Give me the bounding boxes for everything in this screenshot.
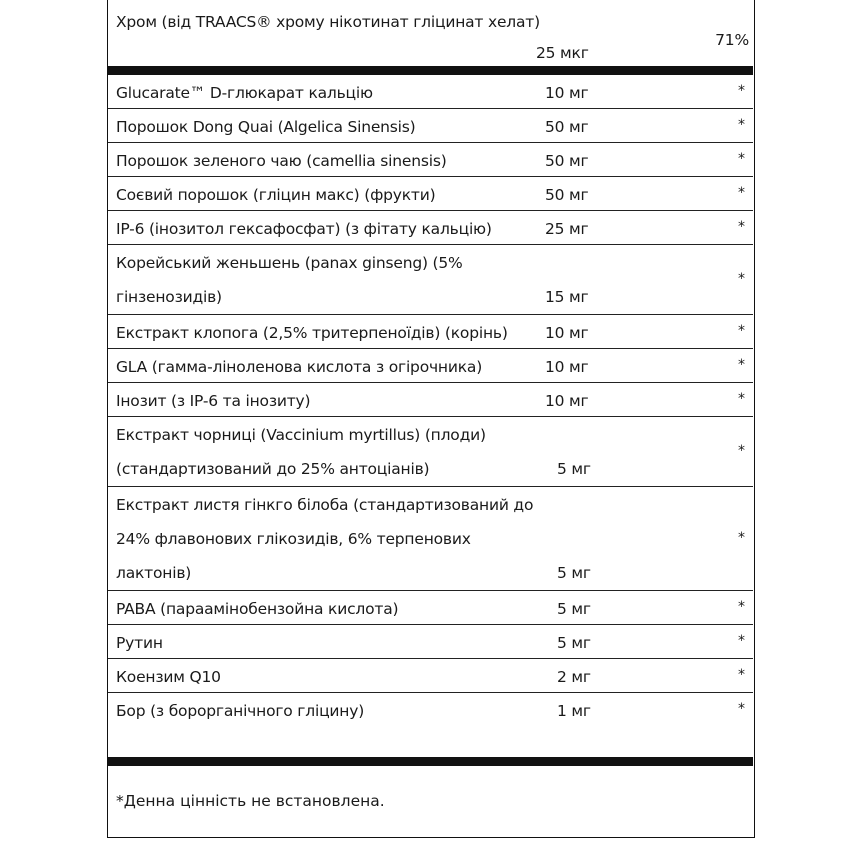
daily-value-asterisk: * [738, 151, 745, 167]
daily-value-asterisk: * [738, 357, 745, 373]
ingredient-amount: 50 мг [545, 118, 589, 136]
ingredient-row-chromium [108, 0, 753, 66]
ingredient-name-line: PABA (параамінобензойна кислота) [116, 600, 399, 618]
ingredient-amount: 15 мг [545, 288, 589, 306]
ingredient-amount: 50 мг [545, 186, 589, 204]
ingredient-amount: 5 мг [557, 460, 591, 478]
daily-value-asterisk: * [738, 219, 745, 235]
ingredient-row [108, 177, 753, 211]
ingredient-name-line: Порошок зеленого чаю (camellia sinensis) [116, 152, 447, 170]
ingredient-name-line: Екстракт листя гінкго білоба (стандартизований до [116, 496, 534, 514]
ingredient-amount: 5 мг [557, 600, 591, 618]
ingredient-amount: 5 мг [557, 634, 591, 652]
daily-value-asterisk: * [738, 323, 745, 339]
ingredient-row [108, 75, 753, 109]
ingredient-row [108, 591, 753, 625]
ingredient-row [108, 109, 753, 143]
ingredient-amount: 10 мг [545, 84, 589, 102]
footnote: *Денна цінність не встановлена. [116, 792, 385, 810]
ingredient-amount: 1 мг [557, 702, 591, 720]
ingredient-amount: 5 мг [557, 564, 591, 582]
ingredient-row [108, 693, 753, 726]
ingredient-name-line: Соєвий порошок (гліцин макс) (фрукти) [116, 186, 436, 204]
ingredient-row [108, 417, 753, 487]
ingredient-name-line: Екстракт чорниці (Vaccinium myrtillus) (плоди) [116, 426, 486, 444]
ingredient-name-line: Рутин [116, 634, 163, 652]
daily-value-asterisk: * [738, 443, 745, 459]
ingredient-amount: 25 мкг [536, 44, 589, 62]
ingredient-row [108, 143, 753, 177]
daily-value-asterisk: * [738, 391, 745, 407]
ingredient-row [108, 383, 753, 417]
daily-value-asterisk: * [738, 599, 745, 615]
ingredient-name-line: Інозит (з IP-6 та інозиту) [116, 392, 311, 410]
ingredient-row [108, 659, 753, 693]
daily-value-asterisk: * [738, 633, 745, 649]
ingredient-name-line: (стандартизований до 25% антоціанів) [116, 460, 430, 478]
daily-value-asterisk: * [738, 530, 745, 546]
ingredient-amount: 10 мг [545, 358, 589, 376]
ingredient-name-line: Glucarate™ D-глюкарат кальцію [116, 84, 373, 102]
daily-value-asterisk: * [738, 117, 745, 133]
ingredient-name-line: IP-6 (інозитол гексафосфат) (з фітату кальцію) [116, 220, 492, 238]
daily-value-asterisk: * [738, 701, 745, 717]
supplement-facts-panel [107, 0, 755, 838]
ingredient-amount: 25 мг [545, 220, 589, 238]
ingredient-row [108, 245, 753, 315]
ingredient-amount: 10 мг [545, 392, 589, 410]
ingredient-name-line: гінзенозидів) [116, 288, 222, 306]
ingredient-row [108, 487, 753, 591]
ingredient-name-line: Коензим Q10 [116, 668, 221, 686]
ingredient-amount: 50 мг [545, 152, 589, 170]
ingredient-name-line: Порошок Dong Quai (Algelica Sinensis) [116, 118, 416, 136]
ingredient-name-line: Корейський женьшень (panax ginseng) (5% [116, 254, 463, 272]
section-divider-top [108, 66, 753, 75]
daily-value-asterisk: * [738, 271, 745, 287]
ingredient-name-line: 24% флавонових глікозидів, 6% терпенових [116, 530, 471, 548]
ingredient-name-line: Бор (з борорганічного гліцину) [116, 702, 365, 720]
section-divider-bottom [108, 757, 753, 766]
daily-value-asterisk: * [738, 83, 745, 99]
ingredient-amount: 2 мг [557, 668, 591, 686]
ingredient-name-line: лактонів) [116, 564, 192, 582]
ingredient-name-line: GLA (гамма-ліноленова кислота з огірочника) [116, 358, 483, 376]
daily-value-asterisk: * [738, 667, 745, 683]
daily-value-asterisk: * [738, 185, 745, 201]
ingredient-row [108, 349, 753, 383]
ingredient-name: Хром (від TRAACS® хрому нікотинат гліцинат хелат) [116, 13, 540, 31]
ingredient-row [108, 315, 753, 349]
daily-value-percent: 71% [715, 31, 749, 49]
ingredient-amount: 10 мг [545, 324, 589, 342]
ingredient-name-line: Екстракт клопога (2,5% тритерпеноїдів) (корінь) [116, 324, 508, 342]
ingredient-row [108, 625, 753, 659]
ingredient-row [108, 211, 753, 245]
